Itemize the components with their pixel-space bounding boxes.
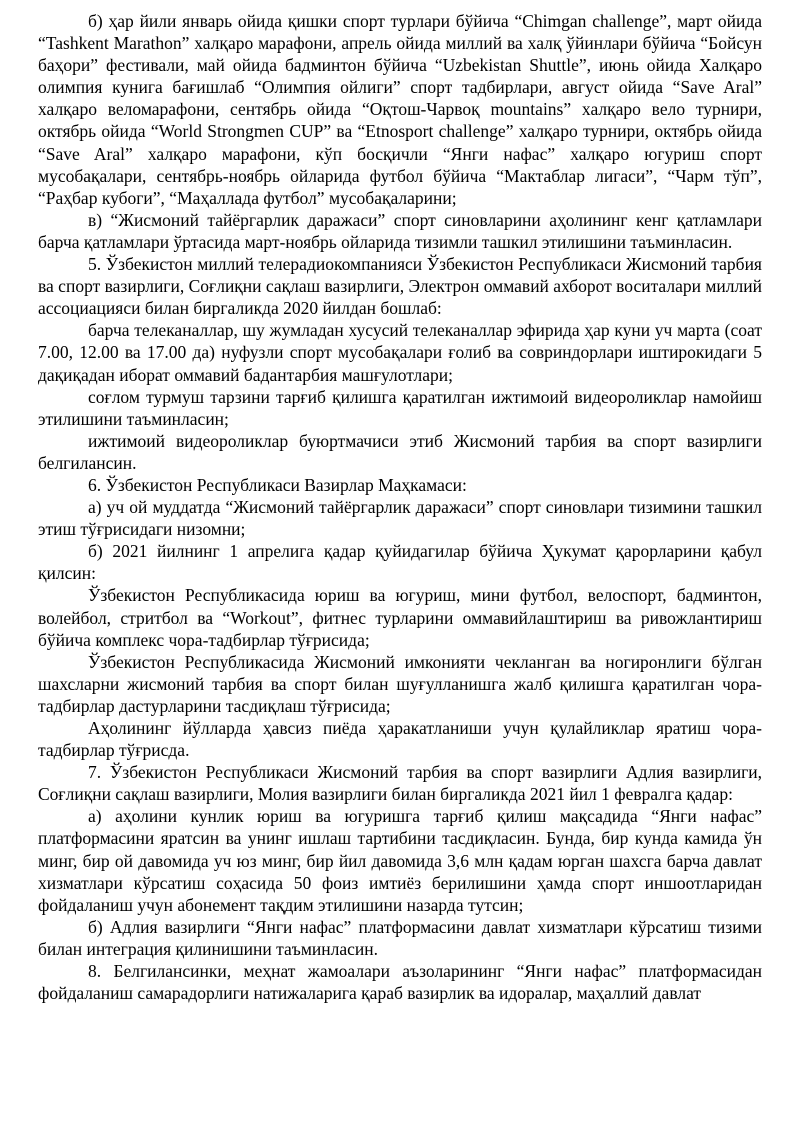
paragraph-6b-decisions: б) 2021 йилнинг 1 апрелига қадар қуйидагилар бўйича Ҳукумат қарорларини қабул қилсин:	[38, 541, 762, 584]
document-page	[38, 10, 762, 1004]
paragraph-6-cabinet: 6. Ўзбекистон Республикаси Вазирлар Маҳкамаси:	[88, 474, 467, 495]
paragraph-7a-platform: а) аҳолини кунлик юриш ва югуришга тарғиб қилиш мақсадида “Янги нафас” платформасини яратсин ва унинг ишлаш тартибини тасдиқласин. Бунда, бир кунда камида ўн минг, бир ой давомида уч юз минг, бир йил давомида 3,6 млн қадам юрган шахсга барча давлат хизматлари кўрсатиш соҳасида 50 фоиз имтиёз берилишини ҳамда спорт иншоотларидан фойдаланиш учун абонемент тақдим этилишини назарда тутсин;	[38, 806, 762, 915]
paragraph-v-fitness-tests: в) “Жисмоний тайёргарлик даражаси” спорт синовларини аҳолининг кенг қатламлари барча қатламлари ўртасида март-ноябрь ойларида тизимли ташкил этилишини таъминласин.	[38, 209, 762, 252]
paragraph-b-sport-events: б) ҳар йили январь ойида қишки спорт турлари бўйича “Chimgan challenge”, март ойида “Tashkent Marathon” халқаро марафони, апрель ойида миллий ва халқ ўйинлари бўйича “Бойсун баҳори” фестивали, май ойида бадминтон бўйича “Uzbekistan Shuttle”, июнь ойида Халқаро олимпия кунига бағишлаб “Олимпия ойлиги” спорт тадбирлари, август ойида “Save Aral” халқаро веломарафони, сентябрь ойида “Оқтош-Чарвоқ mountains” халқаро вело турнири, октябрь ойида “World Strongmen CUP” ва “Etnosport challenge” халқаро турнири, октябрь ойида “Save Aral” халқаро марафони, кўп босқичли “Янги нафас” халқаро югуриш спорт мусобақалари, сентябрь-ноябрь ойларида футбол бўйича “Мактаблар лигаси”, “Чарм тўп”, “Раҳбар кубоги”, “Маҳаллада футбол” мусобақаларини;	[38, 11, 762, 208]
paragraph-6b-running: Ўзбекистон Республикасида юриш ва югуриш, мини футбол, велоспорт, бадминтон, волейбол, стритбол ва “Workout”, фитнес турларини оммавийлаштириш ва ривожлантириш бўйича комплекс чора-тадбирлар тўғрисида;	[38, 585, 762, 650]
paragraph-5-videos: соғлом турмуш тарзини тарғиб қилишга қаратилган ижтимоий видеороликлар намойиш этилишини таъминласин;	[38, 386, 762, 429]
paragraph-7b-integration: б) Адлия вазирлиги “Янги нафас” платформасини давлат хизматлари кўрсатиш тизими билан интеграция қилинишини таъминласин.	[38, 916, 762, 959]
paragraph-5-teleradio: 5. Ўзбекистон миллий телерадиокомпанияси Ўзбекистон Республикаси Жисмоний тарбия ва спорт вазирлиги, Соғлиқни сақлаш вазирлиги, Электрон оммавий ахборот воситалари миллий ассоциацияси билан биргаликда 2020 йилдан бошлаб:	[38, 254, 762, 319]
paragraph-6a-regulation: а) уч ой муддатда “Жисмоний тайёргарлик даражаси” спорт синовлари тизимини ташкил этиш тўғрисидаги низомни;	[38, 497, 762, 540]
paragraph-5-broadcast: барча телеканаллар, шу жумладан хусусий телеканаллар эфирида ҳар куни уч марта (соат 7.00, 12.00 ва 17.00 да) нуфузли спорт мусобақалари ғолиб ва совриндорлари иштирокидаги 5 дақиқадан иборат оммавий бадантарбия машғулотлари;	[38, 320, 762, 385]
paragraph-5-customer: ижтимоий видеороликлар буюртмачиси этиб Жисмоний тарбия ва спорт вазирлиги белгилансин.	[38, 430, 762, 473]
paragraph-6b-disabilities: Ўзбекистон Республикасида Жисмоний имконияти чекланган ва ногиронлиги бўлган шахсларни жисмоний тарбия ва спорт билан шуғулланишга жалб қилишга қаратилган чора-тадбирлар дастурларини тасдиқлаш тўғрисида;	[38, 651, 762, 716]
paragraph-6b-pedestrian: Аҳолининг йўлларда ҳавсиз пиёда ҳаракатланиши учун қулайликлар яратиш чора-тадбирлар тўғрисда.	[38, 718, 762, 761]
paragraph-8-labor: 8. Белгилансинки, меҳнат жамоалари аъзоларининг “Янги нафас” платформасидан фойдаланиш самарадорлиги натижаларига қараб вазирлик ва идоралар, маҳаллий давлат	[38, 961, 762, 1004]
paragraph-7-ministry: 7. Ўзбекистон Республикаси Жисмоний тарбия ва спорт вазирлиги Адлия вазирлиги, Соғлиқни сақлаш вазирлиги, Молия вазирлиги билан биргаликда 2021 йил 1 февралга қадар:	[38, 762, 762, 805]
